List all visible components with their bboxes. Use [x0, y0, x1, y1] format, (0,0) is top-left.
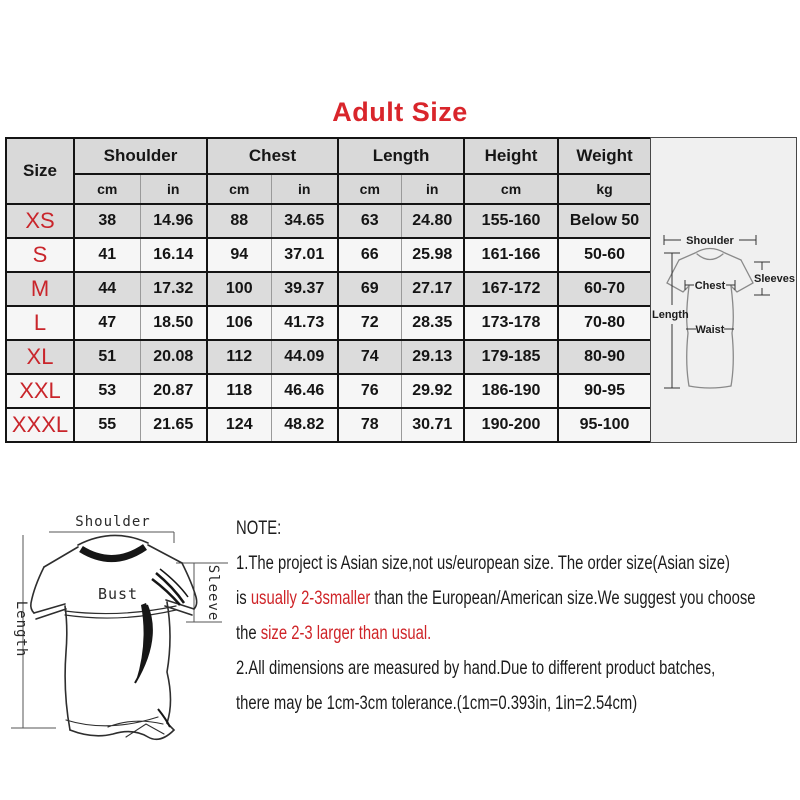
value-cell: 46.46 — [271, 374, 338, 408]
unit-header: in — [140, 174, 207, 204]
value-cell: Below 50 — [558, 204, 651, 238]
size-table-container — [5, 137, 652, 443]
value-cell: 28.35 — [401, 306, 464, 340]
note-line: 2.All dimensions are measured by hand.Due to different product batches, — [236, 658, 716, 679]
note-text-red: usually 2-3smaller — [250, 588, 371, 609]
unit-header: in — [271, 174, 338, 204]
value-cell: 37.01 — [271, 238, 338, 272]
size-table-header — [6, 138, 651, 204]
col-header-size: Size — [6, 138, 74, 204]
value-cell: 74 — [338, 340, 401, 374]
value-cell: 27.17 — [401, 272, 464, 306]
table-row — [6, 408, 651, 442]
header-units-row — [6, 174, 651, 204]
sketch-diagram-panel — [8, 487, 233, 764]
value-cell: 18.50 — [140, 306, 207, 340]
value-cell: 72 — [338, 306, 401, 340]
value-cell: 17.32 — [140, 272, 207, 306]
measure-label-waist: Waist — [695, 324, 725, 336]
size-label: XL — [6, 340, 74, 374]
value-cell: 44.09 — [271, 340, 338, 374]
note-text-red: size 2-3 larger than usual. — [260, 623, 432, 644]
value-cell: 179-185 — [464, 340, 558, 374]
value-cell: 173-178 — [464, 306, 558, 340]
value-cell: 24.80 — [401, 204, 464, 238]
size-label: M — [6, 272, 74, 306]
value-cell: 47 — [74, 306, 140, 340]
value-cell: 41.73 — [271, 306, 338, 340]
value-cell: 90-95 — [558, 374, 651, 408]
value-cell: 106 — [207, 306, 271, 340]
note-line: 1.The project is Asian size,not us/european size. The order size(Asian size) — [236, 553, 730, 574]
value-cell: 63 — [338, 204, 401, 238]
value-cell: 124 — [207, 408, 271, 442]
note-text: the — [236, 623, 261, 644]
measure-label-sleeves: Sleeves — [754, 273, 795, 285]
size-label: XS — [6, 204, 74, 238]
value-cell: 39.37 — [271, 272, 338, 306]
sketch-label-shoulder: Shoulder — [75, 514, 151, 530]
col-header-shoulder: Shoulder — [74, 138, 207, 174]
note-text: than the European/American size.We suggest you choose — [370, 588, 756, 609]
size-label: L — [6, 306, 74, 340]
value-cell: 88 — [207, 204, 271, 238]
value-cell: 29.92 — [401, 374, 464, 408]
value-cell: 16.14 — [140, 238, 207, 272]
value-cell: 167-172 — [464, 272, 558, 306]
value-cell: 76 — [338, 374, 401, 408]
value-cell: 30.71 — [401, 408, 464, 442]
table-row — [6, 204, 651, 238]
value-cell: 112 — [207, 340, 271, 374]
value-cell: 190-200 — [464, 408, 558, 442]
value-cell: 14.96 — [140, 204, 207, 238]
value-cell: 95-100 — [558, 408, 651, 442]
note-line — [236, 581, 790, 616]
note-heading: NOTE: — [236, 518, 282, 539]
sketch-shading-icon — [81, 547, 188, 727]
measure-diagram-panel — [650, 137, 797, 443]
table-row — [6, 272, 651, 306]
measure-label-chest: Chest — [694, 280, 726, 292]
measure-label-shoulder: Shoulder — [686, 235, 734, 247]
unit-header: cm — [464, 174, 558, 204]
value-cell: 66 — [338, 238, 401, 272]
measure-label-length: Length — [652, 309, 689, 321]
value-cell: 118 — [207, 374, 271, 408]
value-cell: 38 — [74, 204, 140, 238]
value-cell: 25.98 — [401, 238, 464, 272]
value-cell: 94 — [207, 238, 271, 272]
value-cell: 55 — [74, 408, 140, 442]
value-cell: 60-70 — [558, 272, 651, 306]
sketch-outline-icon — [31, 535, 197, 739]
value-cell: 34.65 — [271, 204, 338, 238]
col-header-length: Length — [338, 138, 464, 174]
header-group-row — [6, 138, 651, 174]
value-cell: 20.08 — [140, 340, 207, 374]
value-cell: 100 — [207, 272, 271, 306]
value-cell: 155-160 — [464, 204, 558, 238]
value-cell: 29.13 — [401, 340, 464, 374]
tshirt-measure-diagram-icon — [651, 138, 796, 442]
table-row — [6, 238, 651, 272]
sketch-label-length: Length — [13, 600, 29, 658]
note-text: is — [236, 588, 251, 609]
note-line — [236, 616, 790, 651]
value-cell: 53 — [74, 374, 140, 408]
col-header-height: Height — [464, 138, 558, 174]
size-table — [5, 137, 652, 443]
unit-header: in — [401, 174, 464, 204]
table-row — [6, 374, 651, 408]
size-label: XXXL — [6, 408, 74, 442]
value-cell: 20.87 — [140, 374, 207, 408]
col-header-chest: Chest — [207, 138, 338, 174]
value-cell: 41 — [74, 238, 140, 272]
unit-header: kg — [558, 174, 651, 204]
value-cell: 80-90 — [558, 340, 651, 374]
sketch-label-bust: Bust — [97, 585, 139, 603]
col-header-weight: Weight — [558, 138, 651, 174]
value-cell: 48.82 — [271, 408, 338, 442]
size-label: S — [6, 238, 74, 272]
table-row — [6, 340, 651, 374]
value-cell: 161-166 — [464, 238, 558, 272]
unit-header: cm — [74, 174, 140, 204]
size-label: XXL — [6, 374, 74, 408]
value-cell: 70-80 — [558, 306, 651, 340]
value-cell: 69 — [338, 272, 401, 306]
value-cell: 21.65 — [140, 408, 207, 442]
value-cell: 44 — [74, 272, 140, 306]
note-block — [236, 511, 790, 721]
unit-header: cm — [338, 174, 401, 204]
tshirt-sketch-icon — [8, 487, 233, 759]
page-title: Adult Size — [332, 97, 468, 127]
value-cell: 186-190 — [464, 374, 558, 408]
unit-header: cm — [207, 174, 271, 204]
size-table-body — [6, 204, 651, 442]
value-cell: 51 — [74, 340, 140, 374]
sketch-label-sleeve: Sleeve — [205, 564, 221, 622]
value-cell: 50-60 — [558, 238, 651, 272]
table-row — [6, 306, 651, 340]
note-line: there may be 1cm-3cm tolerance.(1cm=0.393in, 1in=2.54cm) — [236, 693, 638, 714]
value-cell: 78 — [338, 408, 401, 442]
